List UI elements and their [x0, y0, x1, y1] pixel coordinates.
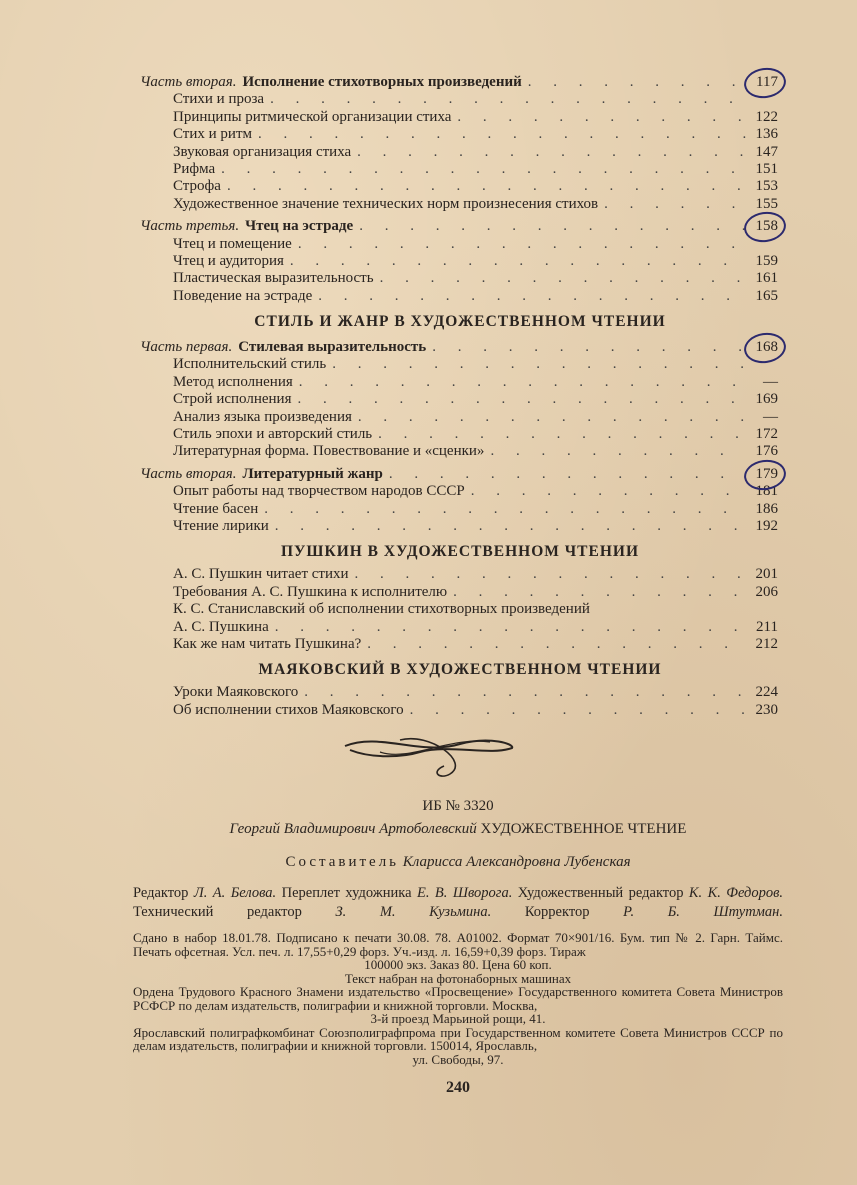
page-ref: 165: [755, 287, 778, 304]
dot-leader: [298, 236, 746, 253]
page-ref: 181: [755, 483, 778, 500]
part-label: Часть третья.: [140, 218, 240, 235]
dot-leader: [389, 466, 746, 483]
dot-leader: [410, 702, 746, 719]
page-ref: 201: [755, 566, 778, 583]
toc-title: Опыт работы над творчеством народов СССР: [173, 483, 465, 500]
book-title: ХУДОЖЕСТВЕННОЕ ЧТЕНИЕ: [480, 821, 687, 837]
toc-title: Художественное значение технических норм произнесения стихов: [173, 195, 599, 212]
page-ref: 206: [755, 583, 778, 600]
author-name: Георгий Владимирович Артоболевский: [229, 821, 477, 837]
toc-part: [140, 218, 780, 235]
section-heading: ПУШКИН В ХУДОЖЕСТВЕННОМ ЧТЕНИИ: [281, 543, 639, 561]
page-ref: 192: [755, 517, 778, 534]
toc-item: [140, 501, 780, 518]
toc-title: Чтец и аудитория: [173, 252, 284, 269]
publisher-info: Ордена Трудового Красного Знамени издательство «Просвещение» Государственного комитета Совета Министров РСФСР по делам издательств, полиграфии и книжной торговли. Москва,: [133, 984, 783, 1013]
dot-leader: [432, 339, 746, 356]
section-heading: МАЯКОВСКИЙ В ХУДОЖЕСТВЕННОМ ЧТЕНИИ: [258, 661, 662, 679]
toc-item: [140, 196, 780, 213]
toc-title: Принципы ритмической организации стиха: [173, 108, 452, 125]
toc-item: [140, 409, 780, 426]
dot-leader: [358, 409, 746, 426]
dot-leader: [528, 74, 746, 91]
dot-leader: [258, 126, 746, 143]
dot-leader: [357, 144, 746, 161]
toc-title: Метод исполнения: [173, 373, 293, 390]
toc-item: [140, 374, 780, 391]
page-ref: 158: [752, 218, 778, 235]
toc-title: Чтение лирики: [173, 517, 269, 534]
toc-title: Анализ языка произведения: [173, 408, 352, 425]
toc-title: Об исполнении стихов Маяковского: [173, 701, 404, 718]
dot-leader: [367, 636, 746, 653]
dot-leader: [318, 288, 746, 305]
editor-role: Переплет художника: [281, 885, 412, 901]
typeset-note: Текст набран на фотонаборных машинах: [344, 970, 572, 986]
toc-title: Стихи и проза: [173, 91, 265, 108]
editor-role: Технический редактор: [133, 904, 302, 920]
page-ref: —: [763, 408, 778, 425]
page-ref: —: [763, 373, 778, 390]
toc-item: [140, 483, 780, 500]
dot-leader: [604, 196, 746, 213]
toc-title: Уроки Маяковского: [173, 684, 299, 701]
editor-name: К. К. Федоров.: [688, 885, 784, 901]
toc-item: [140, 391, 780, 408]
part-title: Чтец на эстраде: [245, 218, 354, 235]
toc-item: [140, 443, 780, 460]
toc-item: [140, 356, 780, 373]
page-ref: 155: [755, 195, 778, 212]
page-ref: 224: [755, 684, 778, 701]
dot-leader: [304, 684, 746, 701]
part-title: Стилевая выразительность: [238, 339, 427, 356]
page-ref: 122: [755, 108, 778, 125]
dot-leader: [378, 426, 746, 443]
toc-title: К. С. Станиславский об исполнении стихотворных произведений: [173, 601, 590, 618]
page-ref: 117: [752, 74, 778, 91]
print-info: Сдано в набор 18.01.78. Подписано к печати 30.08. 78. А01002. Формат 70×901/16. Бум. тип № 2. Гарн. Таймс. Печать офсетная. Усл. печ. л. 17,55+0,29 форз. Уч.-изд. л. 16,59+0,39 форз. Тираж: [133, 930, 783, 959]
toc-title: Как же нам читать Пушкина?: [173, 635, 362, 652]
dot-leader: [471, 483, 746, 500]
toc-title: Стиль эпохи и авторский стиль: [173, 426, 373, 443]
toc-title: Строй исполнения: [173, 391, 292, 408]
toc-title: Поведение на эстраде: [173, 287, 313, 304]
toc-item: [140, 566, 780, 583]
toc-item: [140, 619, 780, 636]
ornament-flourish: [340, 722, 520, 782]
page-ref: 230: [755, 701, 778, 718]
dot-leader: [270, 91, 746, 108]
imprint-block: [133, 931, 783, 1066]
page-ref: 151: [755, 160, 778, 177]
toc-item: [140, 236, 780, 253]
toc-title: Литературная форма. Повествование и «сценки»: [173, 443, 485, 460]
toc-part: [140, 466, 780, 483]
print-info-2: 100000 экз. Заказ 80. Цена 60 коп.: [364, 957, 552, 972]
toc-title: Звуковая организация стиха: [173, 143, 352, 160]
toc-item: [140, 584, 780, 601]
toc-item: [140, 684, 780, 701]
dot-leader: [332, 356, 746, 373]
toc-item: [140, 178, 780, 195]
page-ref: 159: [755, 252, 778, 269]
toc-line: [140, 601, 780, 618]
editor-name: Л. А. Белова.: [193, 885, 277, 901]
page-number: 240: [446, 1079, 470, 1096]
page-ref: 186: [755, 500, 778, 517]
editors-credits: [133, 884, 783, 922]
toc-title: Чтение басен: [173, 500, 259, 517]
toc-title: Требования А. С. Пушкина к исполнителю: [173, 583, 448, 600]
printer-info: Ярославский полиграфкомбинат Союзполиграфпрома при Государственном комитете Совета Министров СССР по делам издательств, полиграфии и книжной торговли. 150014, Ярославль,: [133, 1024, 783, 1053]
publisher-address: 3-й проезд Марьиной рощи, 41.: [370, 1011, 546, 1026]
toc-title: А. С. Пушкина: [173, 618, 269, 635]
compiler-line: [133, 853, 783, 872]
editor-role: Художественный редактор: [517, 885, 684, 901]
page-ref: 136: [755, 126, 778, 143]
compiler-label: Составитель: [285, 854, 400, 870]
toc-item: [140, 518, 780, 535]
part-label: Часть вторая.: [140, 74, 237, 90]
page-ref: 161: [755, 270, 778, 287]
editor-role: Корректор: [524, 904, 590, 920]
toc-item: [140, 161, 780, 178]
toc-title: А. С. Пушкин читает стихи: [173, 566, 349, 583]
part-title: Литературный жанр: [242, 465, 383, 482]
toc-title: Рифма: [173, 160, 216, 177]
toc-part: [140, 339, 780, 356]
toc-title: Стих и ритм: [173, 126, 252, 143]
dot-leader: [221, 161, 746, 178]
dot-leader: [380, 270, 746, 287]
part-label: Часть вторая.: [140, 465, 237, 482]
toc-item: [140, 270, 780, 287]
compiler-name: Кларисса Александровна Лубенская: [402, 854, 631, 870]
ib-number: ИБ № 3320: [422, 798, 494, 814]
dot-leader: [457, 109, 746, 126]
dot-leader: [275, 518, 746, 535]
dot-leader: [227, 178, 746, 195]
section-heading: СТИЛЬ И ЖАНР В ХУДОЖЕСТВЕННОМ ЧТЕНИИ: [254, 313, 666, 331]
dot-leader: [299, 374, 746, 391]
page-ref: 168: [752, 339, 778, 356]
table-of-contents: [140, 69, 780, 719]
toc-item: [140, 144, 780, 161]
colophon: [133, 797, 783, 1097]
toc-part: [140, 74, 780, 91]
page-ref: 169: [755, 391, 778, 408]
dot-leader: [490, 443, 746, 460]
editor-name: Р. Б. Штутман.: [623, 904, 783, 920]
editor-role: Редактор: [133, 885, 189, 901]
dot-leader: [359, 218, 746, 235]
dot-leader: [355, 566, 746, 583]
toc-title: Исполнительский стиль: [173, 356, 327, 373]
toc-item: [140, 426, 780, 443]
dot-leader: [453, 584, 746, 601]
toc-title: Пластическая выразительность: [173, 270, 374, 287]
dot-leader: [290, 253, 746, 270]
dot-leader: [264, 501, 746, 518]
part-title: Исполнение стихотворных произведений: [242, 74, 522, 90]
page-ref: 153: [755, 178, 778, 195]
page-ref: 211: [756, 618, 778, 635]
toc-item: [140, 126, 780, 143]
book-credit: [133, 820, 783, 839]
page-ref: 179: [752, 466, 778, 483]
dot-leader: [297, 391, 746, 408]
page-ref: 176: [755, 443, 778, 460]
toc-title: Строфа: [173, 178, 221, 195]
part-label: Часть первая.: [140, 339, 233, 356]
printer-address: ул. Свободы, 97.: [412, 1051, 504, 1067]
toc-item: [140, 109, 780, 126]
toc-item: [140, 702, 780, 719]
toc-title: Чтец и помещение: [173, 235, 292, 252]
toc-item: [140, 636, 780, 653]
page-ref: 172: [755, 426, 778, 443]
dot-leader: [275, 619, 746, 636]
page-ref: 212: [755, 635, 778, 652]
page-ref: 147: [755, 143, 778, 160]
editor-name: Е. В. Шворога.: [416, 885, 513, 901]
toc-item: [140, 91, 780, 108]
toc-item: [140, 253, 780, 270]
editor-name: З. М. Кузьмина.: [335, 904, 492, 920]
toc-item: [140, 288, 780, 305]
